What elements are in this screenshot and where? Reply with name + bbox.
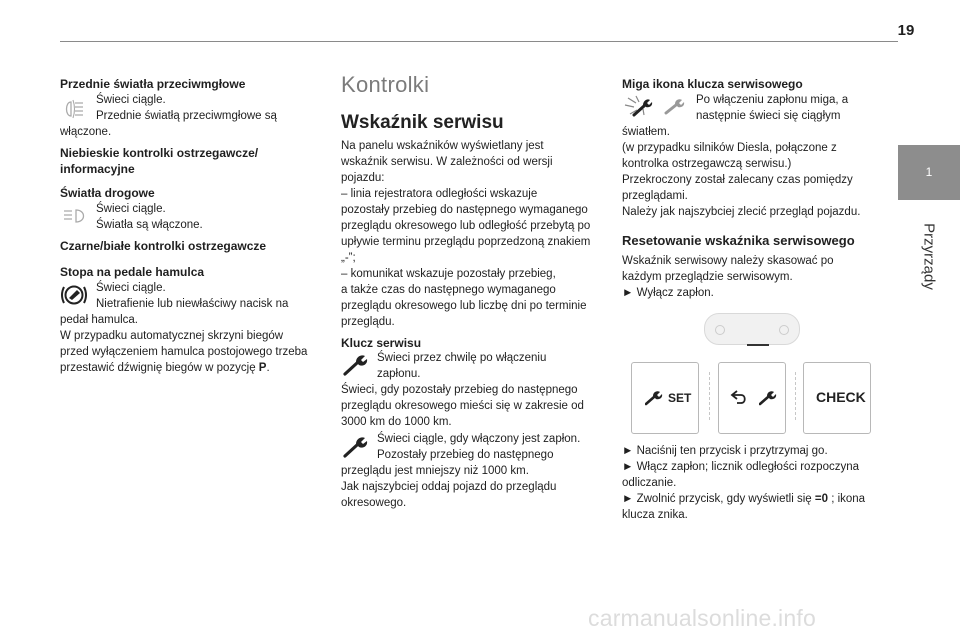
brake-pedal-body: [60, 312, 322, 376]
high-beam-line1: Świeci ciągle.: [96, 203, 166, 215]
high-beam-icon: [62, 208, 88, 229]
service-key-body-2: przeglądu jest mniejszy niż 1000 km. Jak najszybciej oddaj pojazd do przeglądu okresowego.: [341, 465, 557, 509]
section-heading: Wskaźnik serwisu: [341, 112, 504, 133]
service-key-line2: zapłonu.: [377, 368, 421, 380]
brake-pedal-body-end: .: [266, 362, 270, 374]
high-beam-heading: Światła drogowe: [60, 186, 155, 200]
service-wrench-flashing-icon: [622, 95, 688, 124]
chapter-title: Kontrolki: [341, 72, 430, 97]
fog-light-heading: Przednie światła przeciwmgłowe: [60, 77, 246, 91]
flashing-key-heading: Miga ikona klucza serwisowego: [622, 77, 803, 91]
return-arrow-icon: [729, 389, 749, 412]
check-button[interactable]: [803, 362, 871, 434]
reset-steps: [622, 443, 892, 523]
instrument-display: [704, 313, 800, 345]
reset-steps-text: ► Naciśnij ten przycisk i przytrzymaj go. ► Włącz zapłon; licznik odległości rozpoczyna odliczanie. ► Zwolnić przycisk, gdy wyświetli się: [622, 445, 860, 505]
reset-steps-end: ; ikona klucza znika.: [622, 493, 866, 521]
service-wrench-icon: [343, 436, 369, 463]
black-white-warning-heading: Czarne/białe kontrolki ostrzegawcze: [60, 239, 267, 253]
blue-warning-heading-1: Niebieskie kontrolki ostrzegawcze/: [60, 146, 259, 160]
reset-trip-button[interactable]: [718, 362, 786, 434]
reset-zero-value: =0: [814, 493, 828, 505]
flashing-key-body: światłem. (w przypadku silników Diesla, połączone z kontrolka ostrzegawczą serwisu.) Przekroczony został zalecany czas pomiędzy przeglądami. Należy jak najszybciej zlecić przegląd pojazdu.: [622, 126, 861, 218]
set-button[interactable]: [631, 362, 699, 434]
set-button-label: SET: [668, 391, 692, 405]
front-fog-light-icon: [62, 99, 86, 124]
section-title-vertical: Przyrządy: [920, 223, 938, 290]
fog-light-line2: Przednie światłą przeciwmgłowe są: [96, 110, 277, 122]
brake-pedal-body-text: pedał hamulca. W przypadku automatycznej skrzyni biegów przed wyłączeniem hamulca postojowego trzeba przestawić dźwignię biegów w pozycję: [60, 314, 308, 374]
service-key-line4: Pozostały przebieg do następnego: [377, 449, 554, 461]
reset-heading: Resetowanie wskaźnika serwisowego: [622, 233, 855, 248]
reset-steps-block: [622, 443, 892, 523]
gear-position-p: P: [258, 362, 267, 374]
watermark: carmanualsonline.info: [588, 605, 816, 631]
wrench-icon: [759, 390, 777, 411]
fog-light-line3: włączone.: [60, 126, 112, 138]
page-number: 19: [897, 22, 915, 39]
service-key-heading: Klucz serwisu: [341, 336, 422, 350]
button-separator: [709, 372, 711, 420]
wrench-icon: [645, 390, 663, 411]
service-key-body-1: Świeci, gdy pozostały przebieg do następnego przeglądu okresowego mieści się w zakresie od 3000 km do 1000 km.: [341, 384, 584, 428]
button-separator: [795, 372, 797, 420]
reset-intro: Wskaźnik serwisowy należy skasować po każdym przeglądzie serwisowym. ► Wyłącz zapłon.: [622, 255, 834, 299]
service-wrench-icon: [343, 354, 369, 381]
brake-pedal-line1: Świeci ciągle.: [96, 282, 166, 294]
service-key-line3: Świeci ciągle, gdy włączony jest zapłon.: [377, 433, 581, 445]
check-button-label: CHECK: [816, 389, 866, 405]
indicator-dot-left: [715, 325, 725, 335]
blue-warning-heading-2: informacyjne: [60, 162, 135, 176]
brake-pedal-line2: Nietrafienie lub niewłaściwy nacisk na: [96, 298, 289, 310]
service-indicator-intro: Na panelu wskaźników wyświetlany jest wskaźnik serwisu. W zależności od wersji pojazdu: – linia rejestratora odległości wskazuje pozostały przebieg do następnego wymaganego przeglądu okresowego lub odległość przebytą po upływie terminu przeglądu poprzedzoną znakiem „-”; – komunikat wskazuje pozostały przebieg, a także czas do następnego wymaganego przeglądu okresowego lub liczbę dni po terminie przeglądu.: [341, 140, 591, 328]
flashing-key-line2: następnie świeci się ciągłym: [696, 110, 841, 122]
brake-pedal-heading: Stopa na pedale hamulca: [60, 265, 205, 279]
service-key-line1: Świeci przez chwilę po włączeniu: [377, 352, 547, 364]
header-rule: [60, 41, 898, 42]
chapter-tab[interactable]: 1: [898, 145, 960, 200]
fog-light-line1: Świeci ciągle.: [96, 94, 166, 106]
flashing-key-line1: Po włączeniu zapłonu miga, a: [696, 94, 849, 106]
brake-pedal-warning-icon: [60, 284, 88, 311]
high-beam-line2: Światła są włączone.: [96, 219, 203, 231]
indicator-dot-right: [779, 325, 789, 335]
display-marker: [747, 344, 769, 346]
